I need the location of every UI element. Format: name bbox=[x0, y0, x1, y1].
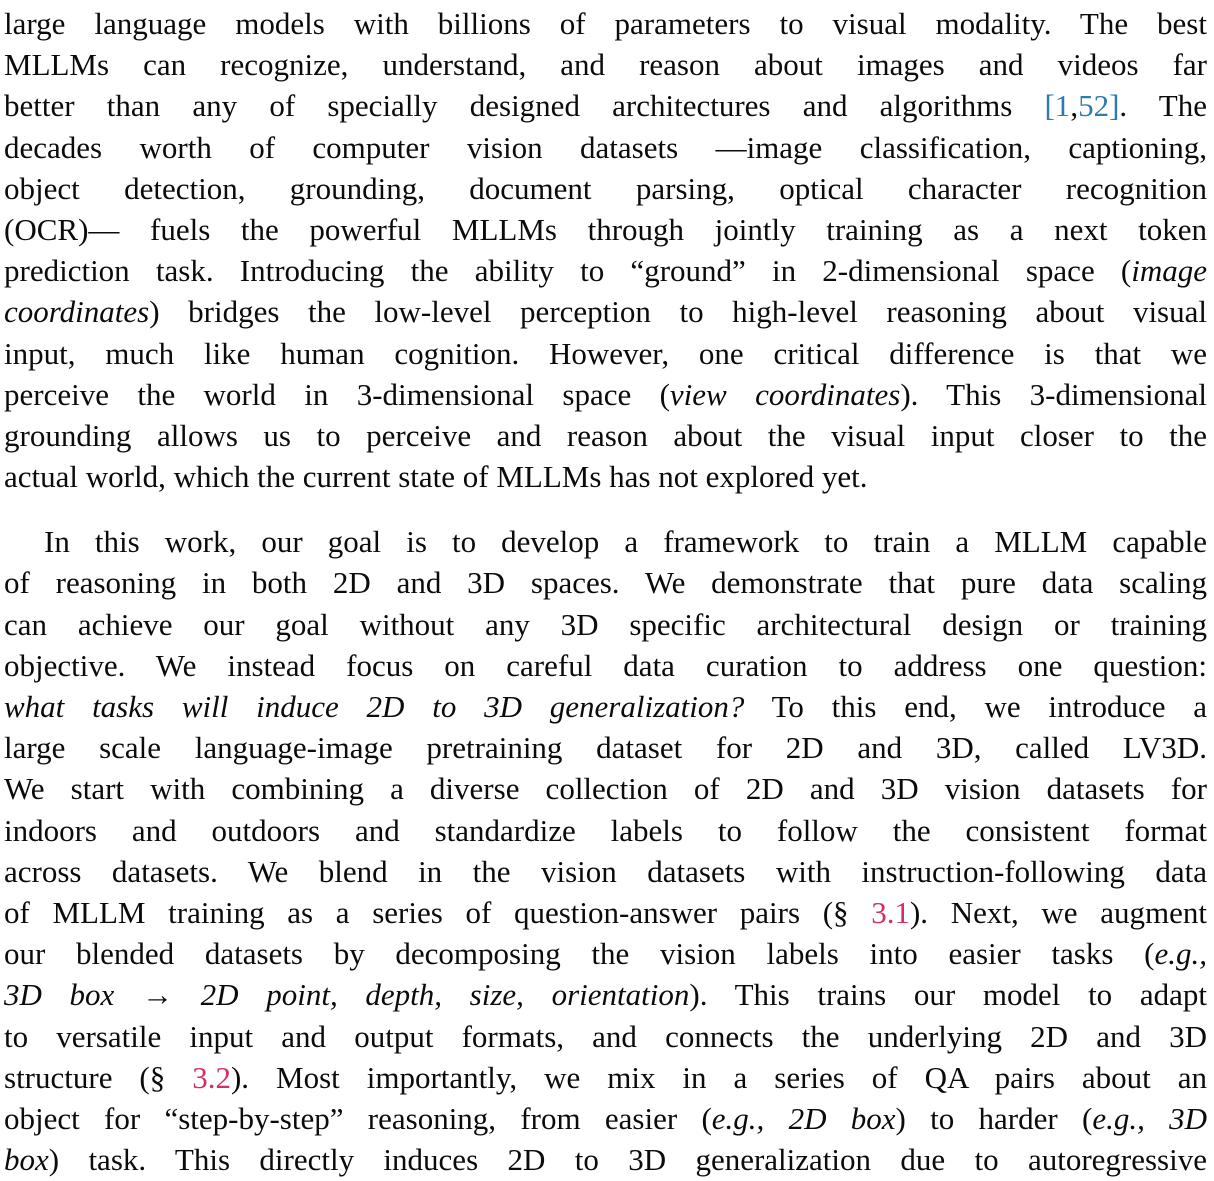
line-content bbox=[4, 212, 1207, 247]
text-segment: structure (§ bbox=[4, 1059, 193, 1095]
line-content bbox=[4, 607, 1207, 642]
text-line bbox=[4, 1057, 1207, 1098]
citation-link[interactable]: [1 bbox=[1044, 88, 1071, 124]
text-line bbox=[4, 933, 1207, 974]
line-content bbox=[4, 895, 1207, 930]
line-content bbox=[4, 1019, 1207, 1054]
text-line bbox=[4, 415, 1207, 456]
text-segment: , bbox=[1070, 88, 1079, 124]
text-segment: our blended datasets by decomposing the vision labels into easier tasks ( bbox=[4, 936, 1155, 972]
text-segment: to versatile input and output formats, and connects the underlying 2D and 3D bbox=[4, 1018, 1207, 1054]
text-segment: of reasoning in both 2D and 3D spaces. We demonstrate that pure data scaling bbox=[4, 565, 1207, 601]
text-line bbox=[4, 974, 1207, 1015]
text-line bbox=[4, 604, 1207, 645]
line-content bbox=[4, 854, 1207, 889]
text-segment: (OCR)— fuels the powerful MLLMs through jointly training as a next token bbox=[4, 211, 1207, 247]
line-content bbox=[4, 130, 1207, 165]
line-content bbox=[4, 771, 1207, 806]
line-content bbox=[4, 1060, 1207, 1095]
text-segment: . The bbox=[1119, 88, 1207, 124]
text-line bbox=[4, 768, 1207, 809]
text-segment: prediction task. Introducing the ability to “ground” in 2-dimensional space ( bbox=[4, 253, 1132, 289]
italic-text: coordinates bbox=[4, 294, 150, 330]
italic-text: e.g., 3D bbox=[1092, 1100, 1207, 1136]
italic-text: what tasks will induce 2D to 3D generalization? bbox=[4, 689, 745, 724]
text-line bbox=[4, 686, 1207, 727]
line-content bbox=[4, 377, 1207, 412]
text-line bbox=[4, 250, 1207, 291]
text-line bbox=[4, 168, 1207, 209]
line-content bbox=[4, 813, 1207, 848]
line-content bbox=[4, 6, 1207, 41]
line-content bbox=[4, 565, 1207, 600]
line-content bbox=[4, 253, 1207, 288]
text-segment: objective. We instead focus on careful data curation to address one question: bbox=[4, 647, 1207, 683]
text-line bbox=[4, 1139, 1207, 1180]
text-segment: In this work, our goal is to develop a framework to train a MLLM capable bbox=[44, 524, 1207, 560]
line-content bbox=[4, 47, 1207, 82]
italic-text: e.g., 2D box bbox=[711, 1100, 896, 1136]
text-segment: actual world, which the current state of MLLMs has not explored yet. bbox=[4, 459, 868, 495]
italic-text: 3D box → 2D point, depth, size, orientation bbox=[4, 977, 690, 1013]
text-segment: perceive the world in 3-dimensional space ( bbox=[4, 376, 670, 412]
text-line bbox=[4, 810, 1207, 851]
line-content bbox=[4, 1142, 1207, 1177]
text-segment: ) task. This directly induces 2D to 3D generalization due to autoregressive bbox=[48, 1142, 1207, 1178]
text-line bbox=[4, 892, 1207, 933]
italic-text: e.g., bbox=[1154, 936, 1207, 972]
text-line bbox=[4, 645, 1207, 686]
text-line bbox=[4, 562, 1207, 603]
text-line bbox=[4, 291, 1207, 332]
line-content bbox=[4, 730, 1207, 765]
text-line bbox=[4, 374, 1207, 415]
text-line bbox=[4, 727, 1207, 768]
text-segment: of MLLM training as a series of question-answer pairs (§ bbox=[4, 894, 872, 930]
text-line bbox=[4, 127, 1207, 168]
line-content bbox=[4, 171, 1207, 206]
text-line bbox=[4, 851, 1207, 892]
text-segment: better than any of specially designed architectures and algorithms bbox=[4, 88, 1045, 124]
section-ref-link[interactable]: 3.1 bbox=[871, 894, 910, 930]
line-content bbox=[4, 336, 1207, 371]
text-line bbox=[4, 44, 1207, 85]
text-segment: decades worth of computer vision datasets —image classification, captioning, bbox=[4, 129, 1208, 165]
text-segment: ). This 3-dimensional bbox=[900, 376, 1207, 412]
citation-link[interactable]: 52] bbox=[1078, 88, 1120, 124]
text-line bbox=[4, 1016, 1207, 1057]
text-line bbox=[4, 521, 1207, 562]
text-segment: ). Next, we augment bbox=[909, 894, 1207, 930]
text-segment: ). This trains our model to adapt bbox=[689, 977, 1207, 1013]
text-segment: ) to harder ( bbox=[895, 1100, 1093, 1136]
section-ref-link[interactable]: 3.2 bbox=[192, 1059, 231, 1095]
line-content bbox=[4, 418, 1207, 453]
text-segment: ) bridges the low-level perception to high-level reasoning about visual bbox=[149, 294, 1207, 330]
text-segment: MLLMs can recognize, understand, and reason about images and videos far bbox=[4, 47, 1207, 83]
text-segment: can achieve our goal without any 3D specific architectural design or training bbox=[4, 606, 1208, 642]
italic-text: image bbox=[1131, 253, 1207, 289]
paragraph bbox=[4, 521, 1207, 1180]
text-segment: object detection, grounding, document parsing, optical character recognition bbox=[4, 170, 1207, 206]
line-content bbox=[4, 1101, 1207, 1136]
text-segment: ). Most importantly, we mix in a series of QA pairs about an bbox=[230, 1059, 1207, 1095]
line-content bbox=[4, 689, 1207, 724]
text-segment: object for “step-by-step” reasoning, from easier ( bbox=[4, 1100, 712, 1136]
text-segment: across datasets. We blend in the vision datasets with instruction-following data bbox=[4, 853, 1207, 889]
text-segment: grounding allows us to perceive and reason about the visual input closer to the bbox=[4, 417, 1207, 453]
text-line bbox=[4, 85, 1207, 126]
text-line bbox=[4, 333, 1207, 374]
text-segment: input, much like human cognition. However, one critical difference is that we bbox=[4, 335, 1208, 371]
line-content bbox=[44, 524, 1207, 559]
text-line bbox=[4, 456, 1207, 497]
text-line bbox=[4, 1098, 1207, 1139]
text-segment: indoors and outdoors and standardize labels to follow the consistent format bbox=[4, 812, 1207, 848]
text-segment: We start with combining a diverse collection of 2D and 3D vision datasets for bbox=[4, 771, 1207, 807]
line-content bbox=[4, 648, 1207, 683]
paragraph bbox=[4, 3, 1207, 497]
text-line bbox=[4, 3, 1207, 44]
line-content bbox=[4, 88, 1207, 123]
italic-text: box bbox=[4, 1142, 49, 1178]
line-content bbox=[4, 459, 867, 494]
text-segment: large scale language-image pretraining dataset for 2D and 3D, called LV3D. bbox=[4, 730, 1207, 766]
line-content bbox=[4, 294, 1207, 329]
text-segment: To this end, we introduce a bbox=[744, 689, 1207, 724]
text-line bbox=[4, 209, 1207, 250]
italic-text: view coordinates bbox=[669, 376, 901, 412]
line-content bbox=[4, 936, 1207, 971]
text-segment: large language models with billions of parameters to visual modality. The best bbox=[4, 6, 1207, 41]
line-content bbox=[4, 977, 1207, 1012]
